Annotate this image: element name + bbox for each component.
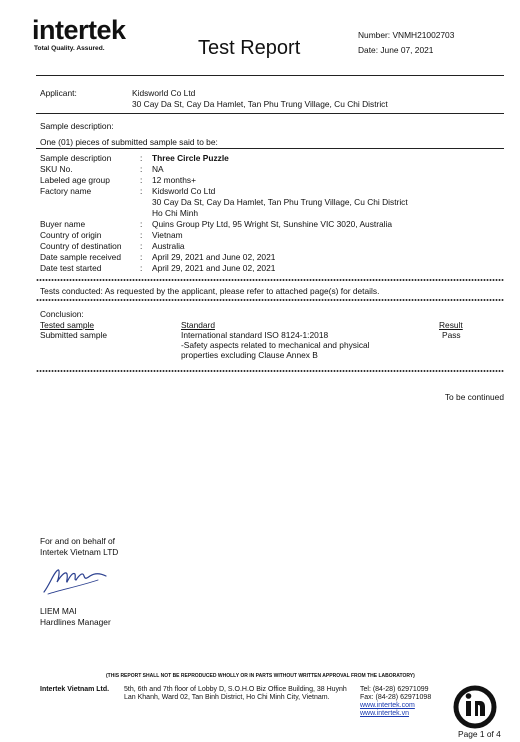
sample-intro: One (01) pieces of submitted sample said to be: bbox=[40, 137, 218, 147]
field-colon: : bbox=[140, 219, 143, 229]
field-value-factory-address: 30 Cay Da St, Cay Da Hamlet, Tan Phu Trung Village, Cu Chi District bbox=[152, 197, 408, 207]
header-divider bbox=[36, 75, 504, 76]
field-label-destination: Country of destination bbox=[40, 241, 122, 251]
field-colon: : bbox=[140, 263, 143, 273]
sample-divider bbox=[36, 148, 504, 149]
applicant-name: Kidsworld Co Ltd bbox=[132, 88, 196, 98]
field-label-age-group: Labeled age group bbox=[40, 175, 110, 185]
field-label-factory: Factory name bbox=[40, 186, 92, 196]
field-label-date-started: Date test started bbox=[40, 263, 102, 273]
tested-sample-value: Submitted sample bbox=[40, 330, 108, 340]
field-value-date-started: April 29, 2021 and June 02, 2021 bbox=[152, 263, 276, 273]
footer-notice: (THIS REPORT SHALL NOT BE REPRODUCED WHOLLY OR IN PARTS WITHOUT WRITTEN APPROVAL FROM THE LABORATORY) bbox=[106, 673, 415, 679]
field-value-origin: Vietnam bbox=[152, 230, 183, 240]
field-colon: : bbox=[140, 252, 143, 262]
column-header-tested-sample: Tested sample bbox=[40, 320, 94, 330]
page-title: Test Report bbox=[198, 37, 301, 59]
signatory-name: LIEM MAI bbox=[40, 606, 77, 616]
report-date: Date: June 07, 2021 bbox=[358, 45, 434, 55]
footer-tel: Tel: (84-28) 62971099 bbox=[360, 686, 429, 693]
field-label-sku: SKU No. bbox=[40, 164, 73, 174]
conclusion-heading: Conclusion: bbox=[40, 309, 84, 319]
field-colon: : bbox=[140, 175, 143, 185]
report-number: Number: VNMH21002703 bbox=[358, 30, 455, 40]
field-value-buyer: Quins Group Pty Ltd, 95 Wright St, Sunshine VIC 3020, Australia bbox=[152, 219, 393, 229]
page-number: Page 1 of 4 bbox=[458, 729, 501, 739]
asterisk-divider bbox=[36, 278, 504, 282]
field-value-destination: Australia bbox=[152, 241, 185, 251]
footer-company: Intertek Vietnam Ltd. bbox=[40, 686, 110, 693]
footer-fax: Fax: (84-28) 62971098 bbox=[360, 694, 432, 701]
field-value-age-group: 12 months+ bbox=[152, 175, 196, 185]
field-value-sku: NA bbox=[152, 164, 164, 174]
footer-link-intertek-com[interactable]: www.intertek.com bbox=[360, 702, 415, 709]
applicant-label: Applicant: bbox=[40, 88, 77, 98]
applicant-address: 30 Cay Da St, Cay Da Hamlet, Tan Phu Trung Village, Cu Chi District bbox=[132, 99, 388, 109]
standard-line-2: -Safety aspects related to mechanical and physical bbox=[181, 340, 370, 350]
field-colon: : bbox=[140, 164, 143, 174]
to-be-continued: To be continued bbox=[444, 392, 504, 402]
footer-address-1: 5th, 6th and 7th floor of Lobby D, S.O.H.O Biz Office Building, 38 Huynh bbox=[124, 686, 347, 693]
field-value-sample-description: Three Circle Puzzle bbox=[152, 153, 229, 163]
footer-address-2: Lan Khanh, Ward 02, Tan Binh District, Ho Chi Minh City, Vietnam. bbox=[124, 694, 330, 701]
field-colon: : bbox=[140, 241, 143, 251]
column-header-result: Result bbox=[439, 320, 463, 330]
footer-link-intertek-vn[interactable]: www.intertek.vn bbox=[360, 710, 410, 717]
field-label-date-received: Date sample received bbox=[40, 252, 121, 262]
intertek-circle-logo-icon bbox=[450, 684, 500, 730]
asterisk-divider bbox=[36, 369, 504, 373]
field-colon: : bbox=[140, 153, 143, 163]
result-value: Pass bbox=[442, 330, 461, 340]
column-header-standard: Standard bbox=[181, 320, 215, 330]
field-label-sample-description: Sample description bbox=[40, 153, 112, 163]
on-behalf-line-2: Intertek Vietnam LTD bbox=[40, 547, 119, 557]
logo-tagline: Total Quality. Assured. bbox=[34, 45, 105, 52]
standard-line-1: International standard ISO 8124-1:2018 bbox=[181, 330, 329, 340]
field-value-factory: Kidsworld Co Ltd bbox=[152, 186, 216, 196]
handwritten-signature bbox=[40, 562, 110, 598]
field-value-date-received: April 29, 2021 and June 02, 2021 bbox=[152, 252, 276, 262]
field-colon: : bbox=[140, 230, 143, 240]
signatory-role: Hardlines Manager bbox=[40, 617, 111, 627]
asterisk-divider bbox=[36, 298, 504, 302]
sample-heading: Sample description: bbox=[40, 121, 114, 131]
field-label-origin: Country of origin bbox=[40, 230, 102, 240]
standard-line-3: properties excluding Clause Annex B bbox=[181, 350, 318, 360]
applicant-divider bbox=[36, 113, 504, 114]
tests-conducted: Tests conducted: As requested by the applicant, please refer to attached page(s) for details. bbox=[40, 286, 380, 296]
field-value-factory-city: Ho Chi Minh bbox=[152, 208, 199, 218]
field-colon: : bbox=[140, 186, 143, 196]
intertek-logo: intertek bbox=[32, 15, 126, 45]
field-label-buyer: Buyer name bbox=[40, 219, 86, 229]
on-behalf-line-1: For and on behalf of bbox=[40, 536, 115, 546]
